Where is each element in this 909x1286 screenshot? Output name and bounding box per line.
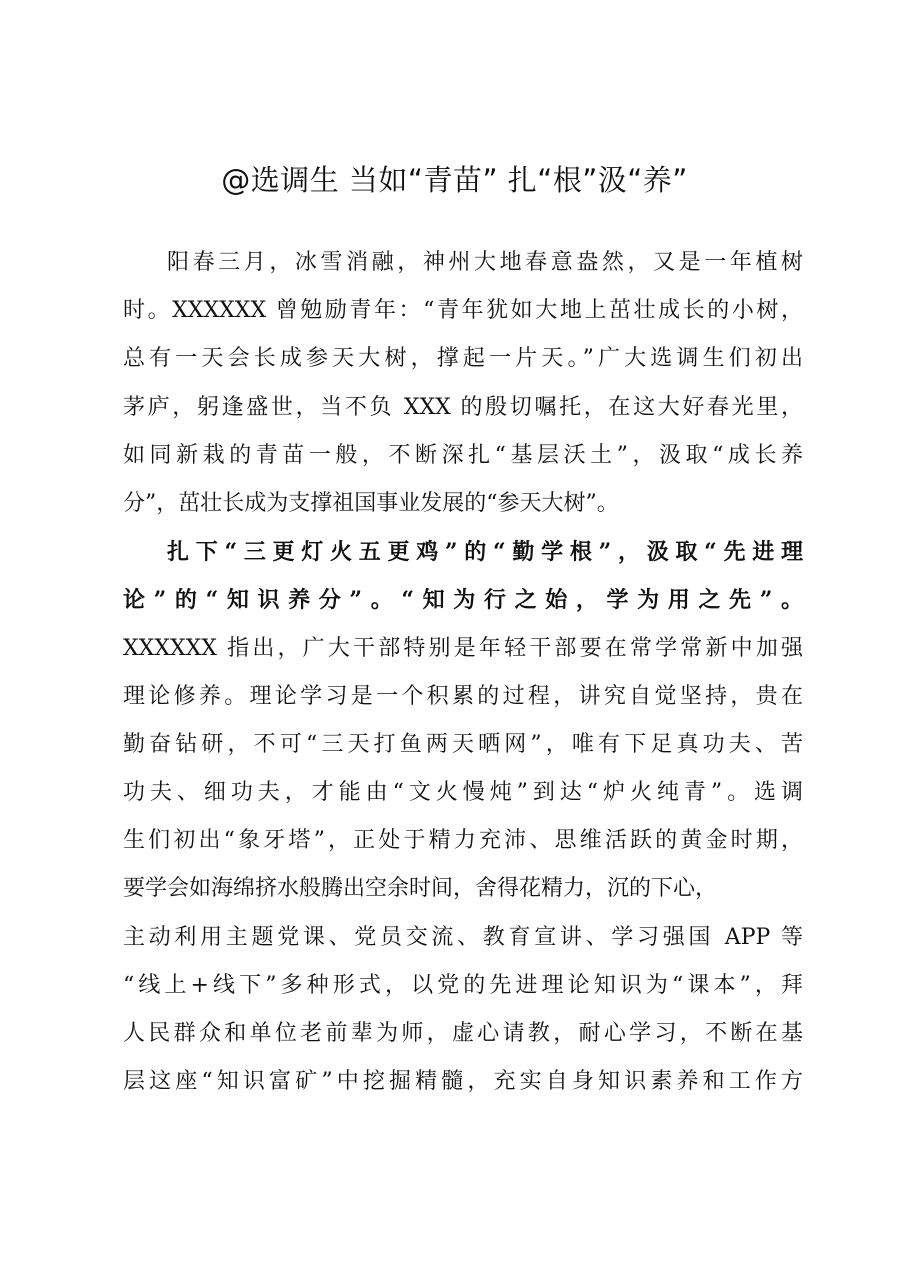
- body-line: 阳春三月，冰雪消融，神州大地春意盎然，又是一年植树: [167, 250, 803, 275]
- body-line: 层这座“知识富矿”中挖掘精髓，充实自身知识素养和工作方: [123, 1069, 803, 1095]
- body-line: 分”，茁壮长成为支撑祖国事业发展的“参天大树”。: [123, 490, 619, 516]
- body-line: 理论修养。理论学习是一个积累的过程，讲究自觉坚持，贵在: [123, 683, 803, 709]
- body-line: 生们初出“象牙塔”，正处于精力充沛、思维活跃的黄金时期，: [123, 828, 803, 854]
- body-line: 总有一天会长成参天大树，撑起一片天。”广大选调生们初出: [123, 346, 803, 372]
- body-line: 时。XXXXXX 曾勉励青年：“青年犹如大地上茁壮成长的小树，: [123, 298, 803, 324]
- body-line: 茅庐，躬逢盛世，当不负 XXX 的殷切嘱托，在这大好春光里，: [123, 394, 803, 420]
- body-line: 功夫、细功夫，才能由“文火慢炖”到达“炉火纯青”。选调: [123, 780, 803, 806]
- body-line: 扎下“三更灯火五更鸡”的“勤学根”，汲取“先进理: [167, 539, 803, 566]
- body-line: XXXXXX 指出，广大干部特别是年轻干部要在常学常新中加强: [123, 635, 803, 661]
- document-title: @选调生 当如“青苗” 扎“根”汲“养”: [221, 163, 688, 197]
- body-line: 要学会如海绵挤水般腾出空余时间，舍得花精力，沉的下心，: [123, 876, 718, 902]
- body-line: 人民群众和单位老前辈为师，虚心请教，耐心学习，不断在基: [123, 1021, 803, 1046]
- body-line: 如同新栽的青苗一般，不断深扎“基层沃土”，汲取“成长养: [123, 442, 803, 468]
- body-line: 勤奋钻研，不可“三天打鱼两天晒网”，唯有下足真功夫、苦: [123, 731, 803, 757]
- document-body: [123, 239, 803, 1106]
- body-line: 论”的“知识养分”。“知为行之始，学为用之先”。: [123, 587, 803, 614]
- body-line: 主动利用主题党课、党员交流、教育宣讲、学习强国 APP 等: [123, 924, 803, 950]
- body-line: “线上+线下”多种形式，以党的先进理论知识为“课本”，拜: [123, 972, 803, 998]
